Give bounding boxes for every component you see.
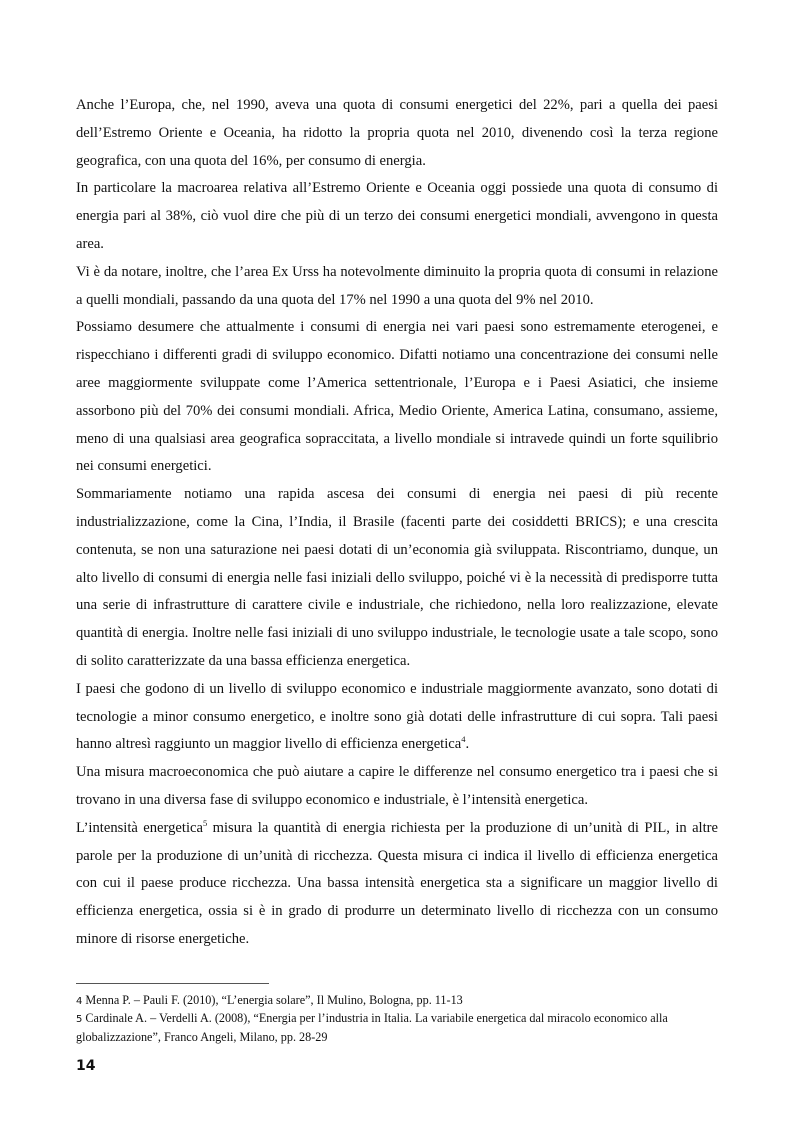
footnotes xyxy=(76,992,718,1045)
footnote-number: 4 xyxy=(76,996,83,1007)
footnote-reference-5[interactable]: 5 xyxy=(202,817,208,828)
paragraph-heterogeneous-consumption: Possiamo desumere che attualmente i consumi di energia nei vari paesi sono estremamente eterogenei, e rispecchiano i differenti gradi di sviluppo economico. Difatti notiamo una concentrazione dei consumi nelle aree maggiormente sviluppate come l’America settentrionale, l’Europa e i Paesi Asiatici, che insieme assorbono più del 70% dei consumi mondiali. Africa, Medio Oriente, America Latina, consumano, assieme, meno di una qualsiasi area geografica sopraccitata, a livello mondiale si intravede quindi un forte squilibrio nei consumi energetici. xyxy=(76,319,718,475)
page-body xyxy=(76,92,718,954)
paragraph-energy-intensity xyxy=(76,815,718,954)
paragraph-advanced-countries xyxy=(76,676,718,759)
footnote-text: Menna P. – Pauli F. (2010), “L’energia solare”, Il Mulino, Bologna, pp. 11-13 xyxy=(82,993,463,1007)
footnote-5 xyxy=(76,1010,718,1045)
paragraph-advanced-countries-text: I paesi che godono di un livello di sviluppo economico e industriale maggiormente avanzato, sono dotati di tecnologie a minor consumo energetico, e inoltre sono già dotati delle infrastrutture di cui sopra. Tali paesi hanno altresì raggiunto un maggior livello di efficienza energetica xyxy=(76,680,718,753)
paragraph-macroeconomic-measure: Una misura macroeconomica che può aiutare a capire le differenze nel consumo energetico tra i paesi che si trovano in una diversa fase di sviluppo economico e industriale, è l’intensità energetica. xyxy=(76,764,718,808)
footnote-4 xyxy=(76,992,718,1010)
footnote-text: Cardinale A. – Verdelli A. (2008), “Energia per l’industria in Italia. La variabile energetica dal miracolo economico alla globalizzazione”, Franco Angeli, Milano, pp. 28-29 xyxy=(76,1011,668,1044)
page-number: 14 xyxy=(76,1058,96,1074)
paragraph-far-east-share: In particolare la macroarea relativa all’Estremo Oriente e Oceania oggi possiede una quota di consumo di energia pari al 38%, ciò vuol dire che più di un terzo dei consumi energetici mondiali, avvengono in questa area. xyxy=(76,180,718,252)
paragraph-advanced-countries-tail: . xyxy=(465,736,470,753)
footnote-reference-4[interactable]: 4 xyxy=(461,734,466,745)
footnote-number: 5 xyxy=(76,1014,83,1026)
paragraph-energy-intensity-head: L’intensità energetica xyxy=(76,819,203,836)
paragraph-europe-share: Anche l’Europa, che, nel 1990, aveva una quota di consumi energetici del 22%, pari a quella dei paesi dell’Estremo Oriente e Oceania, ha ridotto la propria quota nel 2010, divenendo così la terza regione geografica, con una quota del 16%, per consumo di energia. xyxy=(76,97,718,169)
footnote-separator xyxy=(76,983,269,984)
paragraph-industrialization-growth: Sommariamente notiamo una rapida ascesa dei consumi di energia nei paesi di più recente industrializzazione, come la Cina, l’India, il Brasile (facenti parte dei cosiddetti BRICS); e una crescita contenuta, se non una saturazione nei paesi dotati di un’economia già sviluppata. Riscontriamo, dunque, un alto livello di consumi di energia nelle fasi iniziali dello sviluppo, poiché vi è la necessità di predisporre tutta una serie di infrastrutture di carattere civile e industriale, che richiedono, nella loro realizzazione, elevate quantità di energia. Inoltre nelle fasi iniziali di uno sviluppo industriale, le tecnologie usate a tale scopo, sono di solito caratterizzate da una bassa efficienza energetica. xyxy=(76,486,718,669)
paragraph-ex-urss-share: Vi è da notare, inoltre, che l’area Ex Urss ha notevolmente diminuito la propria quota di consumi in relazione a quelli mondiali, passando da una quota del 17% nel 1990 a una quota del 9% nel 2010. xyxy=(76,263,718,308)
paragraph-energy-intensity-text: misura la quantità di energia richiesta per la produzione di un’unità di PIL, in altre parole per la produzione di un’unità di ricchezza. Questa misura ci indica il livello di efficienza energetica con cui il paese produce ricchezza. Una bassa intensità energetica sta a significare un maggior livello di efficienza energetica, ossia si è in grado di produrre un determinato livello di ricchezza con un consumo minore di risorse energetiche. xyxy=(76,819,719,947)
